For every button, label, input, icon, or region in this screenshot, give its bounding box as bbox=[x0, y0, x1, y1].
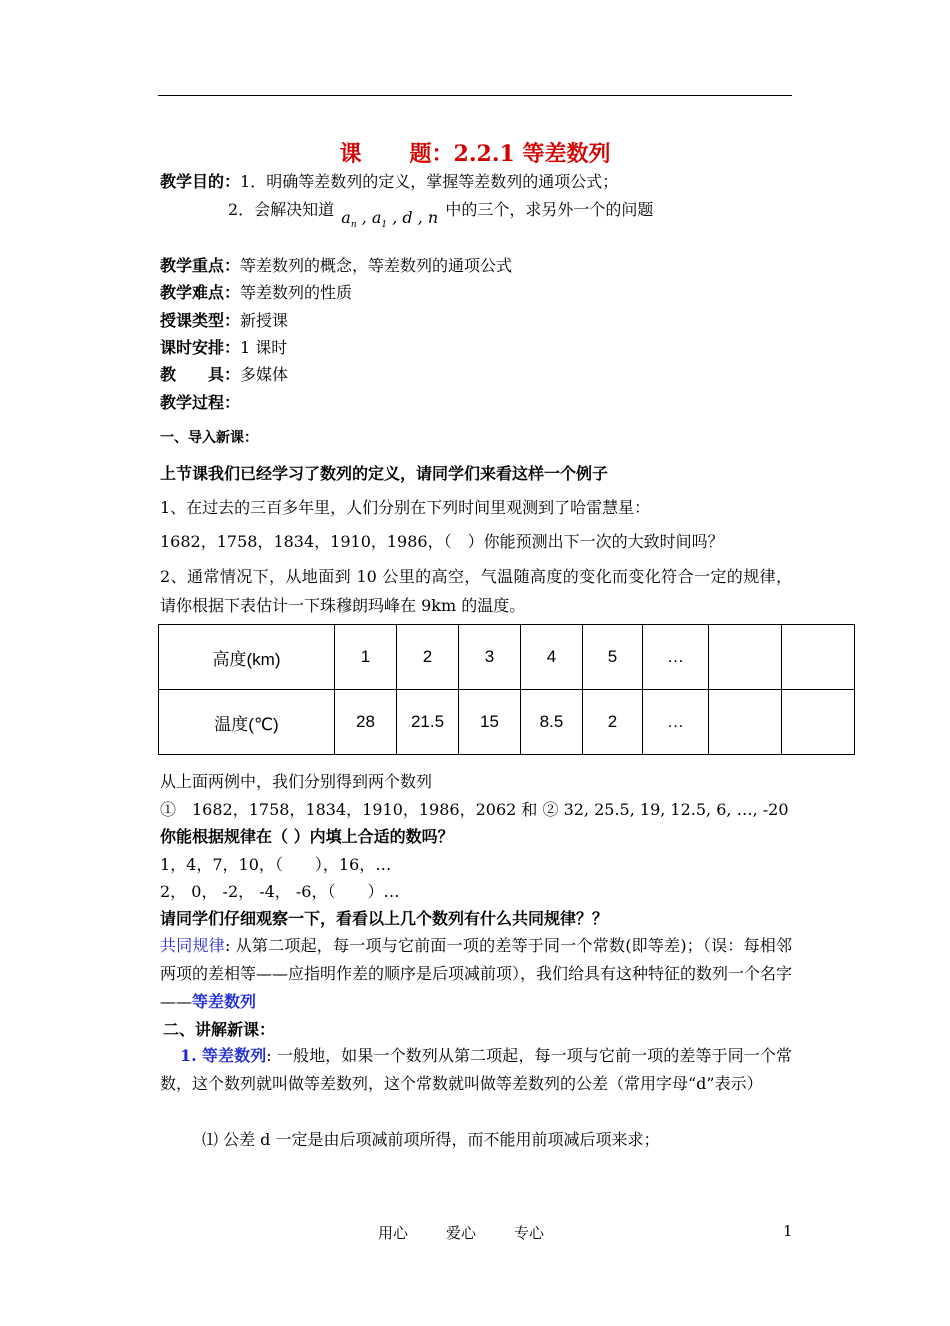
meta-value: 1 课时 bbox=[240, 338, 288, 357]
example-2: 2、通常情况下，从地面到 10 公里的高空，气温随高度的变化而变化符合一定的规律，请你根据下表估计一下珠穆朗玛峰在 9km 的温度。 bbox=[160, 567, 792, 615]
temperature-table bbox=[158, 624, 855, 755]
section-heading-1: 一、导入新课： bbox=[160, 430, 258, 446]
title-left: 课 bbox=[339, 141, 362, 167]
table-row bbox=[159, 625, 855, 690]
meta-label: 教学过程： bbox=[160, 393, 241, 412]
table-cell: 4 bbox=[521, 625, 583, 690]
sequence-2: 2， 0， -2， -4， -6，（ ）… bbox=[160, 882, 400, 901]
goals-item-1: 1．明确等差数列的定义，掌握等差数列的通项公式； bbox=[240, 172, 619, 191]
meta-label: 教 具： bbox=[160, 365, 241, 384]
table-cell: 3 bbox=[459, 625, 521, 690]
table-cell: 21.5 bbox=[397, 690, 459, 755]
table-cell: 温度(℃) bbox=[159, 690, 335, 755]
meta-key-point bbox=[160, 256, 512, 276]
table-cell: 2 bbox=[397, 625, 459, 690]
rule-name: 等差数列 bbox=[192, 992, 257, 1011]
footer-text: 专心 bbox=[514, 1224, 545, 1242]
table-cell bbox=[709, 690, 782, 755]
footer-text: 用心 bbox=[378, 1224, 409, 1242]
table-row bbox=[159, 690, 855, 755]
intro-text: 上节课我们已经学习了数列的定义，请同学们来看这样一个例子 bbox=[160, 464, 609, 483]
meta-process bbox=[160, 393, 240, 413]
example-1-years: 1682，1758，1834，1910，1986，（ ）你能预测出下一次的大致时间吗？ bbox=[160, 532, 724, 551]
meta-label: 课时安排： bbox=[160, 338, 241, 357]
title-right: 题：2.2.1 等差数列 bbox=[409, 141, 611, 167]
sequence-line: ① 1682，1758，1834，1910，1986，2062 和 ② 32, 25.5, 19, 12.5, 6, …, -20 bbox=[160, 800, 789, 819]
table-cell bbox=[709, 625, 782, 690]
meta-label: 教学难点： bbox=[160, 283, 241, 302]
sequence-1: 1，4，7，10，（ ），16，… bbox=[160, 855, 392, 874]
goals-label: 教学目的： bbox=[160, 172, 241, 191]
after-table-text: 从上面两例中，我们分别得到两个数列 bbox=[160, 772, 433, 791]
meta-label: 教学重点： bbox=[160, 256, 241, 275]
table-cell: … bbox=[643, 690, 709, 755]
observe-question: 请同学们仔细观察一下，看看以上几个数列有什么共同规律？？ bbox=[160, 909, 609, 928]
meta-lesson-type bbox=[160, 311, 288, 331]
meta-tools bbox=[160, 365, 288, 385]
goals-item-2-pre: 2．会解决知道 bbox=[228, 200, 335, 219]
table-cell: … bbox=[643, 625, 709, 690]
definition-number: 1. bbox=[180, 1046, 197, 1065]
footer-text: 爱心 bbox=[446, 1224, 477, 1242]
example-1: 1、在过去的三百多年里，人们分别在下列时间里观测到了哈雷慧星： bbox=[160, 498, 651, 517]
meta-schedule bbox=[160, 338, 287, 358]
table-cell: 15 bbox=[459, 690, 521, 755]
meta-value: 新授课 bbox=[240, 311, 289, 330]
meta-value: 多媒体 bbox=[240, 365, 289, 384]
table-cell: 8.5 bbox=[521, 690, 583, 755]
table-cell: 高度(km) bbox=[159, 625, 335, 690]
rule-text: : 从第二项起，每一项与它前面一项的差等于同一个常数(即等差)；（误：每相邻两项的差相等——应指明作差的顺序是后项减前项），我们给具有这种特征的数列一个名字—— bbox=[160, 936, 793, 1011]
header-rule bbox=[158, 95, 792, 96]
table-cell: 1 bbox=[335, 625, 397, 690]
section-heading-2: 二、讲解新课： bbox=[163, 1020, 276, 1039]
goals-line-1 bbox=[160, 172, 618, 192]
definition-term: 等差数列 bbox=[201, 1046, 267, 1065]
page-number: 1 bbox=[783, 1222, 793, 1240]
table-cell bbox=[782, 625, 855, 690]
table-cell: 28 bbox=[335, 690, 397, 755]
formula-variables: $a_n$ , $a_1$ , d , n bbox=[341, 208, 439, 231]
rule-label: 共同规律 bbox=[160, 936, 225, 955]
page-title bbox=[0, 141, 950, 167]
common-rule bbox=[160, 932, 792, 1016]
table-cell bbox=[782, 690, 855, 755]
footer bbox=[378, 1222, 582, 1243]
table-cell: 2 bbox=[583, 690, 643, 755]
meta-difficulty bbox=[160, 283, 352, 303]
goals-line-2 bbox=[228, 200, 654, 231]
meta-value: 等差数列的性质 bbox=[240, 283, 353, 302]
fill-question: 你能根据规律在（ ）内填上合适的数吗？ bbox=[160, 827, 454, 846]
definition-text: : 一般地，如果一个数列从第二项起，每一项与它前一项的差等于同一个常数，这个数列就叫做等差数列，这个常数就叫做等差数列的公差（常用字母“d”表示） bbox=[160, 1046, 792, 1093]
table-cell: 5 bbox=[583, 625, 643, 690]
meta-label: 授课类型： bbox=[160, 311, 241, 330]
meta-value: 等差数列的概念，等差数列的通项公式 bbox=[240, 256, 513, 275]
definition bbox=[160, 1042, 792, 1098]
goals-item-2-post: 中的三个，求另外一个的问题 bbox=[445, 200, 654, 219]
note-1: ⑴ 公差 d 一定是由后项减前项所得，而不能用前项减后项来求； bbox=[202, 1130, 660, 1149]
